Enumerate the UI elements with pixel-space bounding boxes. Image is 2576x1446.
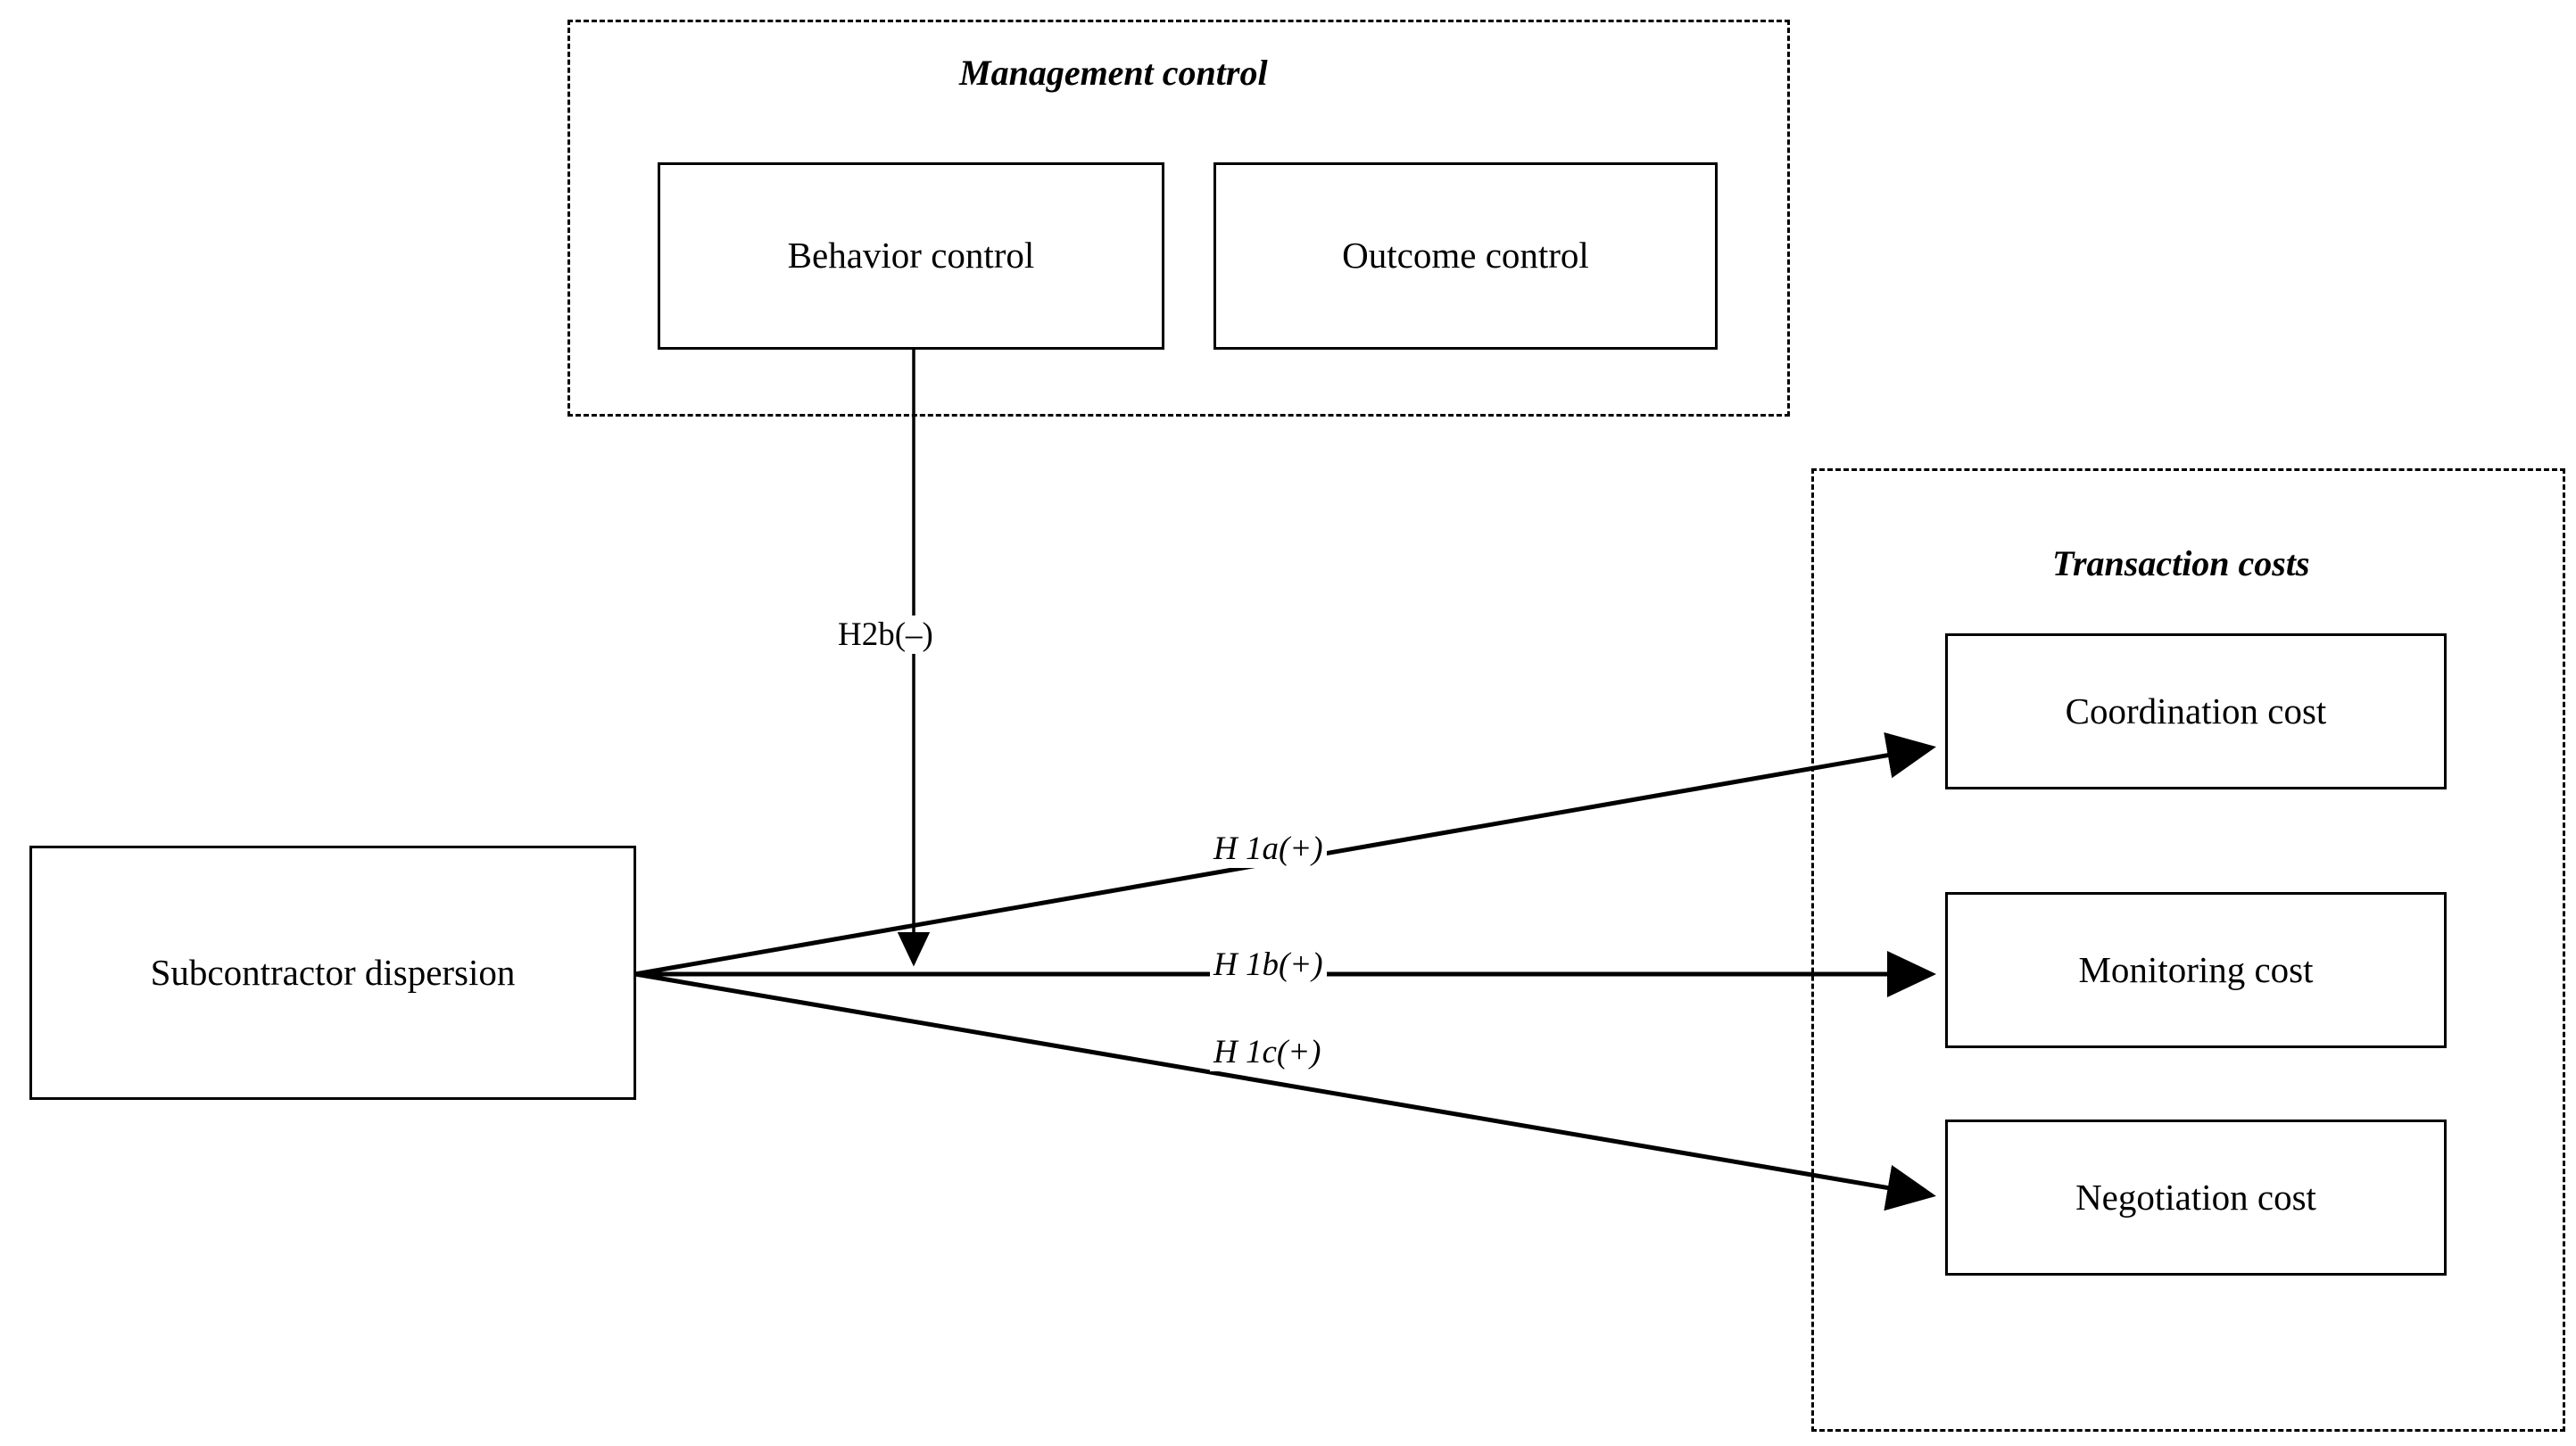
node-behavior-control-label: Behavior control — [787, 235, 1035, 277]
edge-label-h1a: H 1a(+) — [1210, 830, 1327, 868]
group-management-control-title: Management control — [959, 53, 1268, 93]
node-behavior-control[interactable] — [658, 162, 1164, 350]
node-monitoring-cost[interactable] — [1945, 892, 2447, 1048]
node-subcontractor-dispersion[interactable] — [29, 846, 636, 1100]
node-monitoring-cost-label: Monitoring cost — [2078, 948, 2314, 990]
node-negotiation-cost-label: Negotiation cost — [2075, 1176, 2316, 1218]
node-coordination-cost-label: Coordination cost — [2065, 690, 2327, 731]
node-coordination-cost[interactable] — [1945, 633, 2447, 789]
edge-label-h2b: H2b(–) — [834, 616, 937, 654]
edge-h1c-line — [635, 974, 1932, 1195]
group-transaction-costs-title: Transaction costs — [2052, 543, 2310, 583]
edge-label-h1b: H 1b(+) — [1210, 946, 1327, 984]
node-subcontractor-dispersion-label: Subcontractor dispersion — [150, 951, 516, 993]
node-negotiation-cost[interactable] — [1945, 1120, 2447, 1276]
node-outcome-control[interactable] — [1213, 162, 1718, 350]
node-outcome-control-label: Outcome control — [1342, 235, 1589, 277]
edge-label-h1c: H 1c(+) — [1210, 1033, 1325, 1071]
